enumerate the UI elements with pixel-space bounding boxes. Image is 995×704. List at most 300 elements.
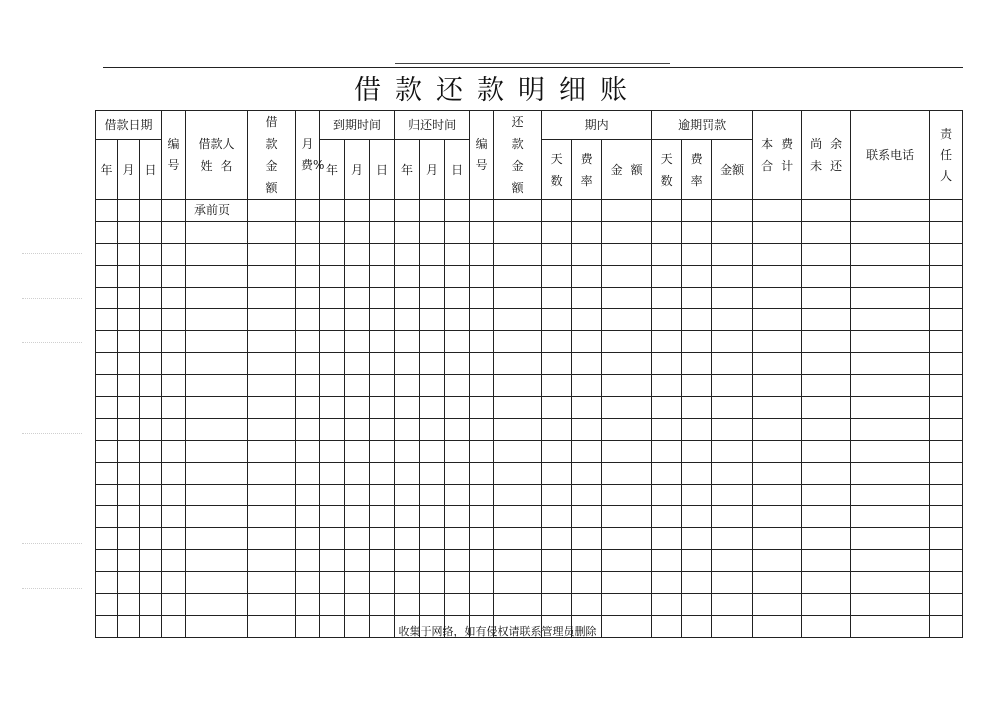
table-cell[interactable] xyxy=(682,594,712,616)
table-cell[interactable] xyxy=(753,287,802,309)
table-cell[interactable] xyxy=(395,462,420,484)
table-cell[interactable] xyxy=(470,331,494,353)
table-cell[interactable] xyxy=(802,594,851,616)
table-cell[interactable] xyxy=(602,462,652,484)
table-cell[interactable] xyxy=(345,440,370,462)
table-cell[interactable] xyxy=(652,484,682,506)
table-cell[interactable] xyxy=(186,353,248,375)
table-cell[interactable] xyxy=(420,287,445,309)
table-cell[interactable] xyxy=(395,287,420,309)
table-cell[interactable] xyxy=(320,572,345,594)
table-cell[interactable] xyxy=(320,200,345,222)
table-cell[interactable] xyxy=(248,594,296,616)
table-cell[interactable] xyxy=(572,594,602,616)
table-cell[interactable] xyxy=(470,440,494,462)
table-cell[interactable] xyxy=(930,375,963,397)
table-cell[interactable] xyxy=(930,440,963,462)
table-cell[interactable] xyxy=(652,265,682,287)
table-cell[interactable] xyxy=(296,440,320,462)
table-cell[interactable] xyxy=(248,550,296,572)
table-cell[interactable] xyxy=(320,440,345,462)
table-cell[interactable] xyxy=(186,309,248,331)
table-cell[interactable] xyxy=(930,528,963,550)
table-cell[interactable] xyxy=(96,397,118,419)
table-cell[interactable] xyxy=(162,309,186,331)
table-cell[interactable] xyxy=(494,594,542,616)
table-cell[interactable] xyxy=(602,287,652,309)
table-cell[interactable] xyxy=(118,243,140,265)
table-cell[interactable] xyxy=(420,353,445,375)
table-cell[interactable] xyxy=(248,309,296,331)
table-cell[interactable] xyxy=(186,440,248,462)
table-cell[interactable] xyxy=(572,243,602,265)
table-cell[interactable] xyxy=(542,550,572,572)
table-cell[interactable] xyxy=(712,331,753,353)
table-cell[interactable] xyxy=(602,221,652,243)
table-cell[interactable] xyxy=(652,200,682,222)
table-cell[interactable] xyxy=(420,506,445,528)
table-cell[interactable] xyxy=(118,309,140,331)
table-cell[interactable] xyxy=(542,221,572,243)
table-cell[interactable] xyxy=(851,265,930,287)
carry-forward-cell[interactable]: 承前页 xyxy=(186,200,248,222)
table-cell[interactable] xyxy=(370,440,395,462)
table-cell[interactable] xyxy=(802,200,851,222)
table-cell[interactable] xyxy=(494,418,542,440)
table-cell[interactable] xyxy=(542,418,572,440)
table-cell[interactable] xyxy=(118,287,140,309)
table-cell[interactable] xyxy=(494,375,542,397)
table-cell[interactable] xyxy=(420,309,445,331)
table-cell[interactable] xyxy=(712,418,753,440)
table-cell[interactable] xyxy=(420,550,445,572)
table-cell[interactable] xyxy=(494,331,542,353)
table-cell[interactable] xyxy=(652,418,682,440)
table-cell[interactable] xyxy=(140,594,162,616)
table-cell[interactable] xyxy=(753,528,802,550)
table-cell[interactable] xyxy=(652,440,682,462)
table-cell[interactable] xyxy=(652,397,682,419)
table-cell[interactable] xyxy=(420,265,445,287)
table-cell[interactable] xyxy=(395,221,420,243)
table-cell[interactable] xyxy=(712,353,753,375)
table-cell[interactable] xyxy=(320,353,345,375)
table-cell[interactable] xyxy=(851,200,930,222)
table-cell[interactable] xyxy=(118,265,140,287)
table-cell[interactable] xyxy=(602,331,652,353)
table-cell[interactable] xyxy=(320,287,345,309)
table-cell[interactable] xyxy=(542,243,572,265)
table-cell[interactable] xyxy=(802,484,851,506)
table-cell[interactable] xyxy=(96,375,118,397)
table-cell[interactable] xyxy=(96,528,118,550)
table-cell[interactable] xyxy=(802,287,851,309)
table-cell[interactable] xyxy=(96,462,118,484)
table-cell[interactable] xyxy=(248,462,296,484)
table-cell[interactable] xyxy=(542,353,572,375)
table-cell[interactable] xyxy=(445,462,470,484)
table-cell[interactable] xyxy=(186,528,248,550)
table-cell[interactable] xyxy=(712,243,753,265)
table-cell[interactable] xyxy=(572,200,602,222)
table-cell[interactable] xyxy=(445,287,470,309)
table-cell[interactable] xyxy=(494,397,542,419)
table-cell[interactable] xyxy=(118,353,140,375)
table-cell[interactable] xyxy=(851,440,930,462)
table-cell[interactable] xyxy=(572,265,602,287)
table-cell[interactable] xyxy=(682,221,712,243)
table-cell[interactable] xyxy=(370,484,395,506)
table-cell[interactable] xyxy=(494,265,542,287)
table-cell[interactable] xyxy=(652,528,682,550)
table-cell[interactable] xyxy=(96,418,118,440)
table-cell[interactable] xyxy=(802,418,851,440)
table-cell[interactable] xyxy=(753,462,802,484)
table-cell[interactable] xyxy=(542,331,572,353)
table-cell[interactable] xyxy=(345,221,370,243)
table-cell[interactable] xyxy=(320,462,345,484)
table-cell[interactable] xyxy=(802,506,851,528)
table-cell[interactable] xyxy=(296,221,320,243)
table-cell[interactable] xyxy=(96,200,118,222)
table-cell[interactable] xyxy=(753,353,802,375)
table-cell[interactable] xyxy=(140,397,162,419)
table-cell[interactable] xyxy=(802,397,851,419)
table-cell[interactable] xyxy=(162,375,186,397)
table-cell[interactable] xyxy=(445,309,470,331)
table-cell[interactable] xyxy=(802,309,851,331)
table-cell[interactable] xyxy=(802,440,851,462)
table-cell[interactable] xyxy=(345,353,370,375)
table-cell[interactable] xyxy=(682,440,712,462)
table-cell[interactable] xyxy=(930,462,963,484)
table-cell[interactable] xyxy=(118,506,140,528)
table-cell[interactable] xyxy=(602,309,652,331)
table-cell[interactable] xyxy=(96,221,118,243)
table-cell[interactable] xyxy=(712,265,753,287)
table-cell[interactable] xyxy=(162,331,186,353)
table-cell[interactable] xyxy=(542,265,572,287)
table-cell[interactable] xyxy=(420,375,445,397)
table-cell[interactable] xyxy=(345,550,370,572)
table-cell[interactable] xyxy=(96,550,118,572)
table-cell[interactable] xyxy=(162,221,186,243)
table-cell[interactable] xyxy=(753,440,802,462)
table-cell[interactable] xyxy=(470,462,494,484)
table-cell[interactable] xyxy=(494,287,542,309)
table-cell[interactable] xyxy=(602,200,652,222)
table-cell[interactable] xyxy=(140,221,162,243)
table-cell[interactable] xyxy=(345,418,370,440)
table-cell[interactable] xyxy=(162,440,186,462)
table-cell[interactable] xyxy=(445,265,470,287)
table-cell[interactable] xyxy=(345,265,370,287)
table-cell[interactable] xyxy=(445,550,470,572)
table-cell[interactable] xyxy=(140,528,162,550)
table-cell[interactable] xyxy=(930,418,963,440)
table-cell[interactable] xyxy=(420,528,445,550)
table-cell[interactable] xyxy=(682,528,712,550)
table-cell[interactable] xyxy=(682,572,712,594)
table-cell[interactable] xyxy=(652,331,682,353)
table-cell[interactable] xyxy=(470,221,494,243)
table-cell[interactable] xyxy=(96,506,118,528)
table-cell[interactable] xyxy=(320,484,345,506)
table-cell[interactable] xyxy=(470,506,494,528)
table-cell[interactable] xyxy=(542,594,572,616)
table-cell[interactable] xyxy=(420,440,445,462)
table-cell[interactable] xyxy=(712,572,753,594)
table-cell[interactable] xyxy=(345,331,370,353)
table-cell[interactable] xyxy=(445,243,470,265)
table-cell[interactable] xyxy=(470,287,494,309)
table-cell[interactable] xyxy=(652,462,682,484)
table-cell[interactable] xyxy=(395,353,420,375)
table-cell[interactable] xyxy=(572,309,602,331)
table-cell[interactable] xyxy=(572,287,602,309)
table-cell[interactable] xyxy=(370,462,395,484)
table-cell[interactable] xyxy=(248,375,296,397)
table-cell[interactable] xyxy=(420,572,445,594)
table-cell[interactable] xyxy=(652,506,682,528)
table-cell[interactable] xyxy=(395,594,420,616)
table-cell[interactable] xyxy=(445,418,470,440)
table-cell[interactable] xyxy=(96,440,118,462)
table-cell[interactable] xyxy=(494,484,542,506)
table-cell[interactable] xyxy=(494,309,542,331)
table-cell[interactable] xyxy=(851,550,930,572)
table-cell[interactable] xyxy=(802,265,851,287)
table-cell[interactable] xyxy=(96,243,118,265)
table-cell[interactable] xyxy=(802,375,851,397)
table-cell[interactable] xyxy=(851,353,930,375)
table-cell[interactable] xyxy=(572,331,602,353)
table-cell[interactable] xyxy=(296,484,320,506)
table-cell[interactable] xyxy=(296,462,320,484)
table-cell[interactable] xyxy=(851,287,930,309)
table-cell[interactable] xyxy=(162,397,186,419)
table-cell[interactable] xyxy=(320,309,345,331)
table-cell[interactable] xyxy=(753,265,802,287)
table-cell[interactable] xyxy=(572,375,602,397)
table-cell[interactable] xyxy=(140,375,162,397)
table-cell[interactable] xyxy=(851,572,930,594)
table-cell[interactable] xyxy=(470,550,494,572)
table-cell[interactable] xyxy=(753,375,802,397)
table-cell[interactable] xyxy=(140,331,162,353)
table-cell[interactable] xyxy=(572,462,602,484)
table-cell[interactable] xyxy=(162,462,186,484)
table-cell[interactable] xyxy=(802,331,851,353)
table-cell[interactable] xyxy=(370,572,395,594)
table-cell[interactable] xyxy=(494,440,542,462)
table-cell[interactable] xyxy=(851,397,930,419)
table-cell[interactable] xyxy=(930,309,963,331)
table-cell[interactable] xyxy=(345,462,370,484)
table-cell[interactable] xyxy=(248,287,296,309)
table-cell[interactable] xyxy=(320,243,345,265)
table-cell[interactable] xyxy=(186,221,248,243)
table-cell[interactable] xyxy=(162,200,186,222)
table-cell[interactable] xyxy=(186,462,248,484)
table-cell[interactable] xyxy=(162,506,186,528)
table-cell[interactable] xyxy=(296,265,320,287)
table-cell[interactable] xyxy=(370,243,395,265)
table-cell[interactable] xyxy=(118,594,140,616)
table-cell[interactable] xyxy=(445,440,470,462)
table-cell[interactable] xyxy=(602,550,652,572)
table-cell[interactable] xyxy=(345,287,370,309)
table-cell[interactable] xyxy=(296,331,320,353)
table-cell[interactable] xyxy=(186,375,248,397)
table-cell[interactable] xyxy=(542,506,572,528)
table-cell[interactable] xyxy=(470,484,494,506)
table-cell[interactable] xyxy=(248,506,296,528)
table-cell[interactable] xyxy=(494,506,542,528)
table-cell[interactable] xyxy=(248,397,296,419)
table-cell[interactable] xyxy=(682,309,712,331)
table-cell[interactable] xyxy=(395,243,420,265)
table-cell[interactable] xyxy=(96,484,118,506)
table-cell[interactable] xyxy=(445,397,470,419)
table-cell[interactable] xyxy=(186,594,248,616)
table-cell[interactable] xyxy=(753,506,802,528)
table-cell[interactable] xyxy=(186,265,248,287)
table-cell[interactable] xyxy=(602,265,652,287)
table-cell[interactable] xyxy=(370,353,395,375)
table-cell[interactable] xyxy=(345,594,370,616)
table-cell[interactable] xyxy=(930,484,963,506)
table-cell[interactable] xyxy=(370,397,395,419)
table-cell[interactable] xyxy=(420,200,445,222)
table-cell[interactable] xyxy=(930,287,963,309)
table-cell[interactable] xyxy=(162,550,186,572)
table-cell[interactable] xyxy=(572,484,602,506)
table-cell[interactable] xyxy=(96,353,118,375)
table-cell[interactable] xyxy=(602,506,652,528)
table-cell[interactable] xyxy=(395,572,420,594)
table-cell[interactable] xyxy=(370,331,395,353)
table-cell[interactable] xyxy=(802,550,851,572)
table-cell[interactable] xyxy=(572,506,602,528)
table-cell[interactable] xyxy=(542,287,572,309)
table-cell[interactable] xyxy=(753,331,802,353)
table-cell[interactable] xyxy=(652,243,682,265)
table-cell[interactable] xyxy=(320,418,345,440)
table-cell[interactable] xyxy=(470,572,494,594)
table-cell[interactable] xyxy=(118,440,140,462)
table-cell[interactable] xyxy=(851,484,930,506)
table-cell[interactable] xyxy=(753,309,802,331)
table-cell[interactable] xyxy=(140,462,162,484)
table-cell[interactable] xyxy=(420,331,445,353)
table-cell[interactable] xyxy=(602,243,652,265)
table-cell[interactable] xyxy=(345,200,370,222)
table-cell[interactable] xyxy=(542,572,572,594)
table-cell[interactable] xyxy=(753,572,802,594)
table-cell[interactable] xyxy=(682,397,712,419)
table-cell[interactable] xyxy=(712,506,753,528)
table-cell[interactable] xyxy=(652,550,682,572)
table-cell[interactable] xyxy=(296,375,320,397)
table-cell[interactable] xyxy=(572,528,602,550)
table-cell[interactable] xyxy=(652,353,682,375)
table-cell[interactable] xyxy=(712,200,753,222)
table-cell[interactable] xyxy=(320,331,345,353)
table-cell[interactable] xyxy=(602,397,652,419)
table-cell[interactable] xyxy=(296,243,320,265)
table-cell[interactable] xyxy=(712,309,753,331)
table-cell[interactable] xyxy=(320,265,345,287)
table-cell[interactable] xyxy=(395,200,420,222)
table-cell[interactable] xyxy=(494,528,542,550)
table-cell[interactable] xyxy=(802,572,851,594)
table-cell[interactable] xyxy=(395,265,420,287)
table-cell[interactable] xyxy=(494,550,542,572)
table-cell[interactable] xyxy=(162,484,186,506)
table-cell[interactable] xyxy=(542,528,572,550)
table-cell[interactable] xyxy=(930,506,963,528)
table-cell[interactable] xyxy=(96,265,118,287)
table-cell[interactable] xyxy=(470,200,494,222)
table-cell[interactable] xyxy=(186,506,248,528)
table-cell[interactable] xyxy=(802,353,851,375)
table-cell[interactable] xyxy=(930,550,963,572)
table-cell[interactable] xyxy=(320,528,345,550)
table-cell[interactable] xyxy=(370,550,395,572)
table-cell[interactable] xyxy=(162,353,186,375)
table-cell[interactable] xyxy=(140,200,162,222)
table-cell[interactable] xyxy=(542,484,572,506)
table-cell[interactable] xyxy=(851,462,930,484)
table-cell[interactable] xyxy=(572,353,602,375)
table-cell[interactable] xyxy=(118,221,140,243)
table-cell[interactable] xyxy=(248,243,296,265)
table-cell[interactable] xyxy=(370,309,395,331)
table-cell[interactable] xyxy=(345,375,370,397)
table-cell[interactable] xyxy=(162,528,186,550)
table-cell[interactable] xyxy=(682,462,712,484)
table-cell[interactable] xyxy=(140,353,162,375)
table-cell[interactable] xyxy=(930,265,963,287)
table-cell[interactable] xyxy=(930,200,963,222)
table-cell[interactable] xyxy=(494,353,542,375)
table-cell[interactable] xyxy=(370,287,395,309)
table-cell[interactable] xyxy=(296,200,320,222)
table-cell[interactable] xyxy=(248,528,296,550)
table-cell[interactable] xyxy=(395,331,420,353)
table-cell[interactable] xyxy=(445,484,470,506)
table-cell[interactable] xyxy=(345,397,370,419)
table-cell[interactable] xyxy=(420,594,445,616)
table-cell[interactable] xyxy=(162,572,186,594)
table-cell[interactable] xyxy=(851,309,930,331)
table-cell[interactable] xyxy=(930,353,963,375)
table-cell[interactable] xyxy=(930,243,963,265)
table-cell[interactable] xyxy=(118,331,140,353)
table-cell[interactable] xyxy=(851,418,930,440)
table-cell[interactable] xyxy=(296,397,320,419)
table-cell[interactable] xyxy=(712,221,753,243)
table-cell[interactable] xyxy=(186,397,248,419)
table-cell[interactable] xyxy=(248,200,296,222)
table-cell[interactable] xyxy=(712,375,753,397)
table-cell[interactable] xyxy=(753,484,802,506)
table-cell[interactable] xyxy=(96,594,118,616)
table-cell[interactable] xyxy=(652,287,682,309)
table-cell[interactable] xyxy=(445,528,470,550)
table-cell[interactable] xyxy=(186,243,248,265)
